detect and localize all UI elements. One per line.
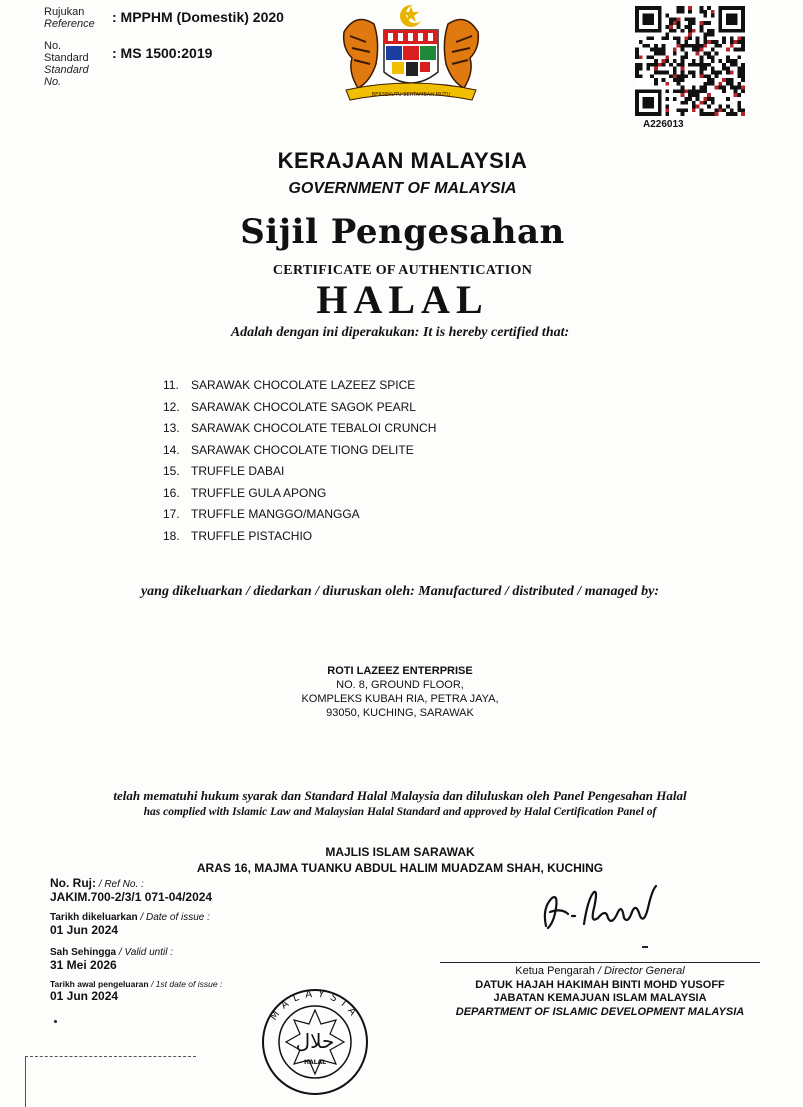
list-item: 15. TRUFFLE DABAI — [163, 464, 285, 478]
address-line: 93050, KUCHING, SARAWAK — [326, 707, 474, 719]
address-line: NO. 8, GROUND FLOOR, — [336, 679, 464, 691]
coat-of-arms-icon — [336, 2, 486, 110]
qr-serial: A226013 — [643, 119, 684, 130]
issuer-address: ARAS 16, MAJMA TUANKU ABDUL HALIM MUADZAM SHAH, KUCHING — [196, 861, 604, 875]
reference-number: No. Ruj: / Ref No. : JAKIM.700-2/3/1 071-04/2024 — [50, 876, 213, 904]
certificate-title-en: CERTIFICATE OF AUTHENTICATION — [272, 263, 533, 278]
mark-dot — [54, 1020, 57, 1023]
signature-icon — [528, 878, 678, 938]
product-list — [163, 378, 436, 550]
list-item: 18. TRUFFLE PISTACHIO — [163, 528, 313, 543]
reference-value: : MPPHM (Domestik) 2020 — [112, 9, 284, 25]
government-title-ms: KERAJAAN MALAYSIA — [277, 148, 528, 173]
standard-label: No. Standard Standard No. — [44, 40, 89, 88]
manufactured-statement: yang dikeluarkan / diedarkan / diuruskan oleh: Manufactured / distributed / managed by: — [140, 584, 660, 599]
address-line: KOMPLEKS KUBAH RIA, PETRA JAYA, — [301, 693, 499, 705]
list-item: 13. SARAWAK CHOCOLATE TEBALOI CRUNCH — [163, 421, 437, 435]
qr-code-icon — [635, 6, 745, 116]
company-name: ROTI LAZEEZ ENTERPRISE — [327, 665, 473, 677]
svg-text:BERSEKUTU BERTAMBAH MUTU: BERSEKUTU BERTAMBAH MUTU — [371, 92, 451, 98]
certificate-title-ms: Sijil Pengesahan — [240, 212, 565, 252]
director-name: DATUK HAJAH HAKIMAH BINTI MOHD YUSOFF — [475, 978, 725, 991]
compliance-statement — [40, 788, 760, 820]
list-item: 12. SARAWAK CHOCOLATE SAGOK PEARL — [163, 399, 416, 414]
compliance-en: has complied with Islamic Law and Malaysian Halal Standard and approved by Halal Certification Panel of — [143, 806, 657, 818]
issue-date: Tarikh dikeluarkan / Date of issue : 01 Jun 2024 — [50, 912, 210, 937]
valid-until: Sah Sehingga / Valid until : 31 Mei 2026 — [50, 947, 174, 972]
svg-text:حلال: حلال — [295, 1029, 335, 1053]
mark-dash — [642, 946, 648, 948]
issuer-name: MAJLIS ISLAM SARAWAK — [325, 845, 475, 859]
list-item: 16. TRUFFLE GULA APONG — [163, 485, 327, 500]
stamp-box — [25, 1056, 196, 1107]
list-item: 11. SARAWAK CHOCOLATE LAZEEZ SPICE — [163, 378, 416, 392]
compliance-ms: telah mematuhi hukum syarak dan Standard Halal Malaysia dan diluluskan oleh Panel Pengesahan Halal — [113, 788, 687, 803]
issuing-body — [100, 844, 700, 876]
reference-label: Rujukan Reference — [44, 6, 95, 30]
department-ms: JABATAN KEMAJUAN ISLAM MALAYSIA — [493, 992, 707, 1004]
svg-text:MALAYSIA: MALAYSIA — [268, 988, 362, 1023]
signature-line — [440, 962, 760, 963]
svg-text:HALAL: HALAL — [304, 1059, 326, 1066]
list-item: 14. SARAWAK CHOCOLATE TIONG DELITE — [163, 442, 414, 457]
halal-title: HALAL — [316, 277, 489, 322]
first-issue-date: Tarikh awal pengeluaran / 1st date of issue : 01 Jun 2024 — [50, 979, 223, 1003]
company-address — [250, 664, 550, 720]
halal-logo-icon — [250, 980, 380, 1100]
certified-statement: Adalah dengan ini diperakukan: It is hereby certified that: — [230, 325, 570, 340]
department-en: DEPARTMENT OF ISLAMIC DEVELOPMENT MALAYSIA — [455, 1005, 745, 1018]
government-title-en: GOVERNMENT OF MALAYSIA — [288, 180, 517, 197]
director-block: Ketua Pengarah / Director General DATUK HAJAH HAKIMAH BINTI MOHD YUSOFF JABATAN KEMAJUAN ISLAM MALAYSIA DEPARTMENT OF ISLAMIC DEVELOPMENT MALAYSIA — [420, 965, 780, 1019]
standard-value: : MS 1500:2019 — [112, 45, 213, 61]
list-item: 17. TRUFFLE MANGGO/MANGGA — [163, 507, 360, 521]
